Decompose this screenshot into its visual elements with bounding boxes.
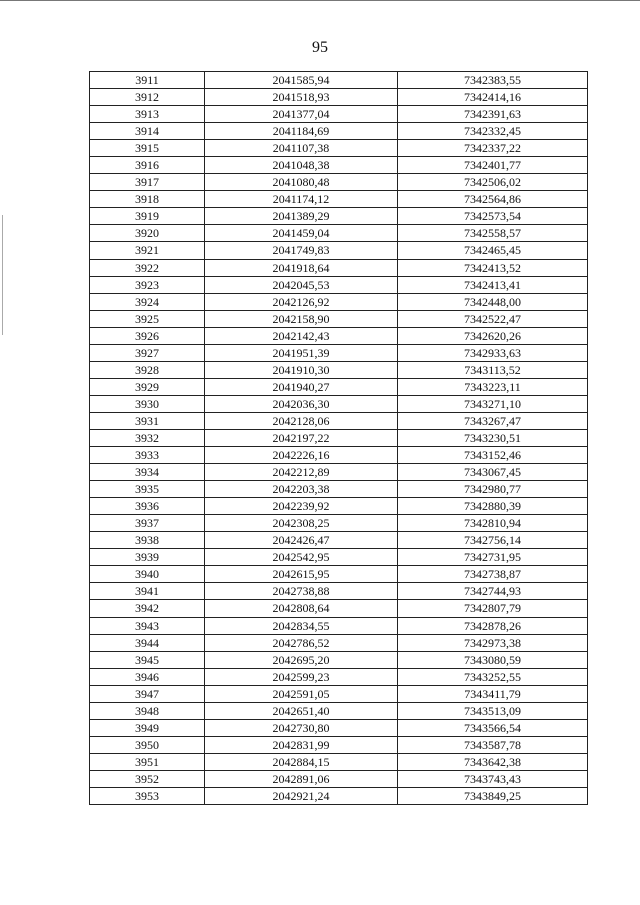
- x-coordinate-cell: 2041940,27: [205, 378, 398, 395]
- point-number-cell: 3927: [90, 344, 205, 361]
- point-number-cell: 3940: [90, 566, 205, 583]
- table-row: [90, 515, 588, 532]
- y-coordinate-cell: 7342413,41: [398, 276, 588, 293]
- y-coordinate-cell: 7343223,11: [398, 378, 588, 395]
- y-coordinate-cell: 7342522,47: [398, 310, 588, 327]
- y-coordinate-cell: 7342878,26: [398, 617, 588, 634]
- point-number-cell: 3928: [90, 361, 205, 378]
- table-row: [90, 310, 588, 327]
- point-number-cell: 3918: [90, 191, 205, 208]
- table-row: [90, 106, 588, 123]
- y-coordinate-cell: 7343642,38: [398, 753, 588, 770]
- table-row: [90, 787, 588, 804]
- y-coordinate-cell: 7342731,95: [398, 549, 588, 566]
- y-coordinate-cell: 7343267,47: [398, 412, 588, 429]
- x-coordinate-cell: 2042808,64: [205, 600, 398, 617]
- point-number-cell: 3926: [90, 327, 205, 344]
- y-coordinate-cell: 7342980,77: [398, 481, 588, 498]
- x-coordinate-cell: 2042045,53: [205, 276, 398, 293]
- table-row: [90, 617, 588, 634]
- y-coordinate-cell: 7343230,51: [398, 429, 588, 446]
- y-coordinate-cell: 7343271,10: [398, 395, 588, 412]
- point-number-cell: 3923: [90, 276, 205, 293]
- point-number-cell: 3912: [90, 89, 205, 106]
- x-coordinate-cell: 2042542,95: [205, 549, 398, 566]
- point-number-cell: 3935: [90, 481, 205, 498]
- point-number-cell: 3948: [90, 702, 205, 719]
- point-number-cell: 3942: [90, 600, 205, 617]
- table-row: [90, 344, 588, 361]
- table-row: [90, 481, 588, 498]
- table-row: [90, 72, 588, 89]
- y-coordinate-cell: 7342756,14: [398, 532, 588, 549]
- x-coordinate-cell: 2042126,92: [205, 293, 398, 310]
- point-number-cell: 3944: [90, 634, 205, 651]
- y-coordinate-cell: 7343067,45: [398, 464, 588, 481]
- point-number-cell: 3925: [90, 310, 205, 327]
- table-row: [90, 736, 588, 753]
- y-coordinate-cell: 7342573,54: [398, 208, 588, 225]
- y-coordinate-cell: 7342744,93: [398, 583, 588, 600]
- point-number-cell: 3932: [90, 429, 205, 446]
- x-coordinate-cell: 2042197,22: [205, 429, 398, 446]
- table-row: [90, 634, 588, 651]
- coordinates-table: [89, 71, 588, 805]
- y-coordinate-cell: 7343849,25: [398, 787, 588, 804]
- point-number-cell: 3915: [90, 140, 205, 157]
- table-row: [90, 361, 588, 378]
- y-coordinate-cell: 7342807,79: [398, 600, 588, 617]
- table-row: [90, 157, 588, 174]
- table-row: [90, 89, 588, 106]
- x-coordinate-cell: 2042738,88: [205, 583, 398, 600]
- y-coordinate-cell: 7343566,54: [398, 719, 588, 736]
- y-coordinate-cell: 7342973,38: [398, 634, 588, 651]
- x-coordinate-cell: 2042239,92: [205, 498, 398, 515]
- y-coordinate-cell: 7343152,46: [398, 447, 588, 464]
- point-number-cell: 3946: [90, 668, 205, 685]
- x-coordinate-cell: 2042142,43: [205, 327, 398, 344]
- x-coordinate-cell: 2042695,20: [205, 651, 398, 668]
- x-coordinate-cell: 2042921,24: [205, 787, 398, 804]
- y-coordinate-cell: 7342506,02: [398, 174, 588, 191]
- point-number-cell: 3934: [90, 464, 205, 481]
- x-coordinate-cell: 2042599,23: [205, 668, 398, 685]
- x-coordinate-cell: 2042308,25: [205, 515, 398, 532]
- x-coordinate-cell: 2041389,29: [205, 208, 398, 225]
- table-row: [90, 174, 588, 191]
- x-coordinate-cell: 2042158,90: [205, 310, 398, 327]
- point-number-cell: 3911: [90, 72, 205, 89]
- x-coordinate-cell: 2041377,04: [205, 106, 398, 123]
- y-coordinate-cell: 7342880,39: [398, 498, 588, 515]
- x-coordinate-cell: 2042831,99: [205, 736, 398, 753]
- table-row: [90, 225, 588, 242]
- point-number-cell: 3913: [90, 106, 205, 123]
- point-number-cell: 3931: [90, 412, 205, 429]
- x-coordinate-cell: 2042128,06: [205, 412, 398, 429]
- point-number-cell: 3937: [90, 515, 205, 532]
- table-row: [90, 464, 588, 481]
- point-number-cell: 3916: [90, 157, 205, 174]
- point-number-cell: 3952: [90, 770, 205, 787]
- x-coordinate-cell: 2041107,38: [205, 140, 398, 157]
- point-number-cell: 3945: [90, 651, 205, 668]
- x-coordinate-cell: 2041048,38: [205, 157, 398, 174]
- y-coordinate-cell: 7342933,63: [398, 344, 588, 361]
- coordinates-table-body: [90, 72, 588, 805]
- y-coordinate-cell: 7342558,57: [398, 225, 588, 242]
- table-row: [90, 498, 588, 515]
- table-row: [90, 378, 588, 395]
- point-number-cell: 3949: [90, 719, 205, 736]
- table-row: [90, 208, 588, 225]
- x-coordinate-cell: 2042036,30: [205, 395, 398, 412]
- scan-edge-left: [2, 215, 3, 335]
- table-row: [90, 685, 588, 702]
- x-coordinate-cell: 2041918,64: [205, 259, 398, 276]
- y-coordinate-cell: 7342738,87: [398, 566, 588, 583]
- point-number-cell: 3947: [90, 685, 205, 702]
- table-row: [90, 259, 588, 276]
- point-number-cell: 3943: [90, 617, 205, 634]
- point-number-cell: 3914: [90, 123, 205, 140]
- point-number-cell: 3939: [90, 549, 205, 566]
- point-number-cell: 3941: [90, 583, 205, 600]
- y-coordinate-cell: 7343743,43: [398, 770, 588, 787]
- x-coordinate-cell: 2041184,69: [205, 123, 398, 140]
- x-coordinate-cell: 2041080,48: [205, 174, 398, 191]
- point-number-cell: 3924: [90, 293, 205, 310]
- y-coordinate-cell: 7342448,00: [398, 293, 588, 310]
- x-coordinate-cell: 2041518,93: [205, 89, 398, 106]
- table-row: [90, 395, 588, 412]
- table-row: [90, 753, 588, 770]
- y-coordinate-cell: 7343587,78: [398, 736, 588, 753]
- table-row: [90, 532, 588, 549]
- table-row: [90, 583, 588, 600]
- table-row: [90, 276, 588, 293]
- x-coordinate-cell: 2042884,15: [205, 753, 398, 770]
- x-coordinate-cell: 2041174,12: [205, 191, 398, 208]
- scan-edge-top: [0, 0, 640, 1]
- x-coordinate-cell: 2041951,39: [205, 344, 398, 361]
- x-coordinate-cell: 2042203,38: [205, 481, 398, 498]
- page-number: 95: [312, 39, 328, 56]
- table-row: [90, 600, 588, 617]
- point-number-cell: 3936: [90, 498, 205, 515]
- y-coordinate-cell: 7343113,52: [398, 361, 588, 378]
- y-coordinate-cell: 7342564,86: [398, 191, 588, 208]
- y-coordinate-cell: 7342391,63: [398, 106, 588, 123]
- y-coordinate-cell: 7342414,16: [398, 89, 588, 106]
- point-number-cell: 3938: [90, 532, 205, 549]
- x-coordinate-cell: 2042591,05: [205, 685, 398, 702]
- x-coordinate-cell: 2042651,40: [205, 702, 398, 719]
- x-coordinate-cell: 2041585,94: [205, 72, 398, 89]
- point-number-cell: 3922: [90, 259, 205, 276]
- table-row: [90, 327, 588, 344]
- table-row: [90, 412, 588, 429]
- y-coordinate-cell: 7343513,09: [398, 702, 588, 719]
- y-coordinate-cell: 7343252,55: [398, 668, 588, 685]
- x-coordinate-cell: 2042730,80: [205, 719, 398, 736]
- y-coordinate-cell: 7342383,55: [398, 72, 588, 89]
- y-coordinate-cell: 7343080,59: [398, 651, 588, 668]
- table-row: [90, 140, 588, 157]
- table-row: [90, 668, 588, 685]
- point-number-cell: 3950: [90, 736, 205, 753]
- table-row: [90, 651, 588, 668]
- point-number-cell: 3921: [90, 242, 205, 259]
- table-row: [90, 549, 588, 566]
- point-number-cell: 3929: [90, 378, 205, 395]
- x-coordinate-cell: 2041749,83: [205, 242, 398, 259]
- y-coordinate-cell: 7342401,77: [398, 157, 588, 174]
- point-number-cell: 3933: [90, 447, 205, 464]
- x-coordinate-cell: 2042786,52: [205, 634, 398, 651]
- table-row: [90, 242, 588, 259]
- point-number-cell: 3953: [90, 787, 205, 804]
- y-coordinate-cell: 7342465,45: [398, 242, 588, 259]
- point-number-cell: 3919: [90, 208, 205, 225]
- point-number-cell: 3917: [90, 174, 205, 191]
- x-coordinate-cell: 2041910,30: [205, 361, 398, 378]
- table-row: [90, 429, 588, 446]
- table-row: [90, 447, 588, 464]
- point-number-cell: 3920: [90, 225, 205, 242]
- y-coordinate-cell: 7342620,26: [398, 327, 588, 344]
- y-coordinate-cell: 7342413,52: [398, 259, 588, 276]
- table-row: [90, 702, 588, 719]
- x-coordinate-cell: 2042226,16: [205, 447, 398, 464]
- x-coordinate-cell: 2042891,06: [205, 770, 398, 787]
- table-row: [90, 191, 588, 208]
- table-row: [90, 123, 588, 140]
- table-row: [90, 566, 588, 583]
- x-coordinate-cell: 2042615,95: [205, 566, 398, 583]
- x-coordinate-cell: 2041459,04: [205, 225, 398, 242]
- y-coordinate-cell: 7342337,22: [398, 140, 588, 157]
- table-row: [90, 770, 588, 787]
- x-coordinate-cell: 2042212,89: [205, 464, 398, 481]
- x-coordinate-cell: 2042426,47: [205, 532, 398, 549]
- x-coordinate-cell: 2042834,55: [205, 617, 398, 634]
- point-number-cell: 3930: [90, 395, 205, 412]
- table-row: [90, 293, 588, 310]
- point-number-cell: 3951: [90, 753, 205, 770]
- y-coordinate-cell: 7342332,45: [398, 123, 588, 140]
- y-coordinate-cell: 7343411,79: [398, 685, 588, 702]
- y-coordinate-cell: 7342810,94: [398, 515, 588, 532]
- table-row: [90, 719, 588, 736]
